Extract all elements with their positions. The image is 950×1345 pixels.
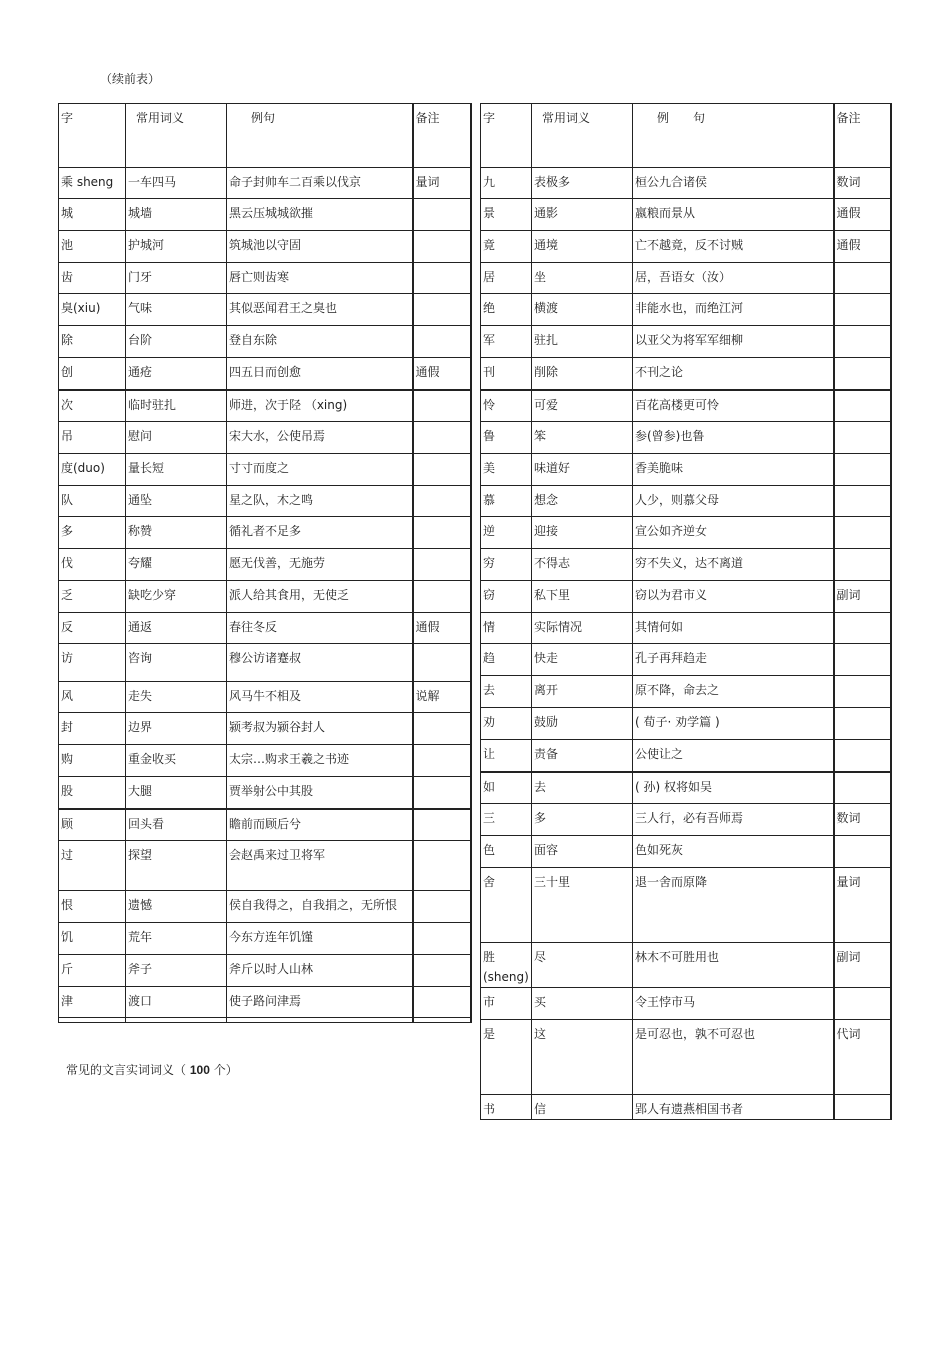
table-row — [481, 868, 891, 943]
note-cell: 通假 — [834, 231, 891, 263]
note-cell — [834, 326, 891, 358]
char-cell: 胜(sheng) — [481, 943, 532, 988]
example-cell: 郢人有遗燕相国书者 — [633, 1095, 834, 1120]
footer-count: 100 — [189, 1063, 210, 1077]
footer-unit: 个） — [213, 1063, 238, 1077]
example-cell: 林木不可胜用也 — [633, 943, 834, 988]
note-cell — [413, 199, 471, 231]
table-row — [481, 422, 891, 454]
char-cell: 津 — [59, 987, 126, 1018]
note-cell: 通假 — [834, 199, 891, 231]
note-cell: 通假 — [413, 613, 471, 644]
example-cell: 风马牛不相及 — [227, 682, 413, 713]
table-row — [481, 263, 891, 294]
meaning-cell: 通坠 — [126, 486, 227, 517]
table-row — [481, 358, 891, 390]
footer-note — [66, 1061, 238, 1078]
char-cell: 斤 — [59, 955, 126, 987]
meaning-cell: 大腿 — [126, 777, 227, 809]
example-cell: 今东方连年饥馑 — [227, 923, 413, 955]
table-row — [481, 486, 891, 517]
char-cell: 池 — [59, 231, 126, 263]
meaning-cell: 尽 — [532, 943, 633, 988]
example-cell: 使子路问津焉 — [227, 987, 413, 1018]
example-cell: 命子封帅车二百乘以伐京 — [227, 168, 413, 199]
meaning-cell: 斧子 — [126, 955, 227, 987]
char-cell: 情 — [481, 613, 532, 644]
table-row — [481, 644, 891, 676]
table-row — [59, 549, 471, 581]
note-cell — [834, 740, 891, 772]
meaning-cell: 护城河 — [126, 231, 227, 263]
meaning-cell: 多 — [532, 804, 633, 836]
note-cell — [834, 1095, 891, 1120]
char-cell: 臭(xiu) — [59, 294, 126, 326]
table-row — [481, 943, 891, 988]
char-cell: 顾 — [59, 809, 126, 841]
char-cell: 书 — [481, 1095, 532, 1120]
char-cell: 劝 — [481, 708, 532, 740]
meaning-cell: 通境 — [532, 231, 633, 263]
char-cell: 舍 — [481, 868, 532, 943]
meaning-cell: 责备 — [532, 740, 633, 772]
meaning-cell: 笨 — [532, 422, 633, 454]
table-row — [481, 676, 891, 708]
table-row — [59, 358, 471, 390]
meaning-cell: 慰问 — [126, 422, 227, 454]
char-cell: 创 — [59, 358, 126, 390]
table-row — [481, 988, 891, 1020]
meaning-cell: 临时驻扎 — [126, 390, 227, 422]
char-cell: 美 — [481, 454, 532, 486]
table-row — [481, 549, 891, 581]
table-row — [59, 326, 471, 358]
table-row — [59, 923, 471, 955]
char-cell: 绝 — [481, 294, 532, 326]
column-header: 例 句 — [633, 104, 834, 168]
example-cell: 以亚父为将军军细柳 — [633, 326, 834, 358]
meaning-cell: 通返 — [126, 613, 227, 644]
column-header: 字 — [481, 104, 532, 168]
example-cell: 星之队，木之鸣 — [227, 486, 413, 517]
char-cell: 军 — [481, 326, 532, 358]
char-cell: 饥 — [59, 923, 126, 955]
example-cell: 令王悖市马 — [633, 988, 834, 1020]
note-cell — [413, 644, 471, 682]
meaning-cell: 面容 — [532, 836, 633, 868]
note-cell — [413, 454, 471, 486]
meaning-cell: 表极多 — [532, 168, 633, 199]
table-row — [481, 581, 891, 613]
note-cell — [834, 772, 891, 804]
left-vocabulary-table — [58, 103, 472, 1023]
char-cell: 市 — [481, 988, 532, 1020]
table-caption: （续前表） — [100, 72, 161, 86]
table-row — [481, 390, 891, 422]
char-cell: 恨 — [59, 891, 126, 923]
char-cell: 风 — [59, 682, 126, 713]
note-cell — [834, 358, 891, 390]
note-cell — [834, 676, 891, 708]
example-cell: 宣公如齐逆女 — [633, 517, 834, 549]
note-cell — [413, 1018, 471, 1023]
char-cell: 次 — [59, 390, 126, 422]
table-row — [481, 454, 891, 486]
char-cell: 购 — [59, 745, 126, 777]
note-cell — [834, 708, 891, 740]
meaning-cell: 信 — [532, 1095, 633, 1120]
footer-text: 常见的文言实词词义（ — [66, 1063, 187, 1077]
note-cell: 数词 — [834, 168, 891, 199]
column-header: 常用词义 — [532, 104, 633, 168]
note-cell: 说解 — [413, 682, 471, 713]
meaning-cell: 想念 — [532, 486, 633, 517]
example-cell: 桓公九合诸侯 — [633, 168, 834, 199]
example-cell: 斧斤以时人山林 — [227, 955, 413, 987]
table-row — [481, 1095, 891, 1120]
example-cell: 公使让之 — [633, 740, 834, 772]
table-row — [59, 454, 471, 486]
example-cell: 循礼者不足多 — [227, 517, 413, 549]
char-cell: 刊 — [481, 358, 532, 390]
example-cell: 颍考叔为颍谷封人 — [227, 713, 413, 745]
example-cell: 唇亡则齿寒 — [227, 263, 413, 294]
char-cell: 鲁 — [481, 422, 532, 454]
char-cell: 竟 — [481, 231, 532, 263]
example-cell: 登自东除 — [227, 326, 413, 358]
note-cell — [413, 263, 471, 294]
table-row — [59, 486, 471, 517]
table-row — [481, 517, 891, 549]
note-cell — [413, 549, 471, 581]
char-cell: 趋 — [481, 644, 532, 676]
note-cell — [413, 891, 471, 923]
meaning-cell: 削除 — [532, 358, 633, 390]
meaning-cell: 迎接 — [532, 517, 633, 549]
table-row — [59, 613, 471, 644]
example-cell: 其情何如 — [633, 613, 834, 644]
example-cell: 是可忍也，孰不可忍也 — [633, 1020, 834, 1095]
char-cell: 慕 — [481, 486, 532, 517]
table-row — [481, 772, 891, 804]
char-cell: 除 — [59, 326, 126, 358]
column-header: 字 — [59, 104, 126, 168]
table-row — [59, 955, 471, 987]
meaning-cell: 坐 — [532, 263, 633, 294]
table-row — [481, 613, 891, 644]
table-row — [59, 682, 471, 713]
table-row — [481, 1020, 891, 1095]
table-row — [59, 422, 471, 454]
example-cell: 色如死灰 — [633, 836, 834, 868]
note-cell — [413, 294, 471, 326]
note-cell — [834, 422, 891, 454]
char-cell: 色 — [481, 836, 532, 868]
meaning-cell: 鼓励 — [532, 708, 633, 740]
note-cell — [413, 713, 471, 745]
example-cell: 筑城池以守固 — [227, 231, 413, 263]
meaning-cell: 荒年 — [126, 923, 227, 955]
meaning-cell: 去 — [532, 772, 633, 804]
note-cell — [413, 517, 471, 549]
char-cell: 居 — [481, 263, 532, 294]
note-cell: 副词 — [834, 943, 891, 988]
example-cell: 穆公访诸蹇叔 — [227, 644, 413, 682]
example-cell: ( 荀子· 劝学篇 ) — [633, 708, 834, 740]
table-row — [481, 199, 891, 231]
example-cell: 四五日而创愈 — [227, 358, 413, 390]
table-row — [59, 294, 471, 326]
example-cell: 宋大水，公使吊焉 — [227, 422, 413, 454]
note-cell — [413, 581, 471, 613]
char-cell: 让 — [481, 740, 532, 772]
example-cell: 嬴粮而景从 — [633, 199, 834, 231]
table-row — [59, 517, 471, 549]
table-row — [481, 804, 891, 836]
char-cell: 逆 — [481, 517, 532, 549]
char-cell: 三 — [481, 804, 532, 836]
table-row — [481, 168, 891, 199]
meaning-cell: 探望 — [126, 841, 227, 891]
char-cell: 乘 sheng — [59, 168, 126, 199]
example-cell: 退一舍而原降 — [633, 868, 834, 943]
meaning-cell: 不得志 — [532, 549, 633, 581]
meaning-cell: 走失 — [126, 682, 227, 713]
meaning-cell: 回头看 — [126, 809, 227, 841]
note-cell — [834, 454, 891, 486]
meaning-cell: 气味 — [126, 294, 227, 326]
note-cell — [834, 988, 891, 1020]
example-cell: 愿无伐善，无施劳 — [227, 549, 413, 581]
char-cell: 景 — [481, 199, 532, 231]
char-cell: 封 — [59, 713, 126, 745]
note-cell: 量词 — [413, 168, 471, 199]
table-row — [59, 644, 471, 682]
example-cell: 百花高楼更可怜 — [633, 390, 834, 422]
example-cell: 会赵禹来过卫将军 — [227, 841, 413, 891]
char-cell: 如 — [481, 772, 532, 804]
table-row — [59, 231, 471, 263]
table-row — [59, 777, 471, 809]
meaning-cell: 通影 — [532, 199, 633, 231]
note-cell — [413, 326, 471, 358]
meaning-cell: 重金收买 — [126, 745, 227, 777]
meaning-cell: 边界 — [126, 713, 227, 745]
table-row — [59, 745, 471, 777]
column-header: 例句 — [227, 104, 413, 168]
note-cell — [413, 841, 471, 891]
meaning-cell: 味道好 — [532, 454, 633, 486]
example-cell: 香美脆味 — [633, 454, 834, 486]
note-cell — [834, 486, 891, 517]
note-cell: 通假 — [413, 358, 471, 390]
note-cell — [413, 745, 471, 777]
table-row — [59, 809, 471, 841]
table-row — [59, 390, 471, 422]
char-cell: 穷 — [481, 549, 532, 581]
example-cell: 师进，次于陉 （xing) — [227, 390, 413, 422]
note-cell — [834, 294, 891, 326]
meaning-cell: 台阶 — [126, 326, 227, 358]
char-cell: 乏 — [59, 581, 126, 613]
note-cell — [413, 809, 471, 841]
example-cell: 穷不失义，达不离道 — [633, 549, 834, 581]
table-row — [59, 987, 471, 1018]
meaning-cell: 买 — [532, 988, 633, 1020]
char-cell: 怜 — [481, 390, 532, 422]
table-row — [481, 231, 891, 263]
table-row — [59, 713, 471, 745]
example-cell: 孔子再拜趋走 — [633, 644, 834, 676]
char-cell: 窃 — [481, 581, 532, 613]
table-row — [481, 740, 891, 772]
meaning-cell: 快走 — [532, 644, 633, 676]
meaning-cell: 咨询 — [126, 644, 227, 682]
note-cell — [413, 923, 471, 955]
note-cell — [413, 390, 471, 422]
table-row — [59, 263, 471, 294]
table-row — [481, 294, 891, 326]
meaning-cell: 夸耀 — [126, 549, 227, 581]
example-cell: 窃以为君市义 — [633, 581, 834, 613]
meaning-cell: 离开 — [532, 676, 633, 708]
note-cell: 量词 — [834, 868, 891, 943]
example-cell: 太宗…购求王羲之书迹 — [227, 745, 413, 777]
note-cell: 代词 — [834, 1020, 891, 1095]
char-cell: 反 — [59, 613, 126, 644]
char-cell: 度(duo) — [59, 454, 126, 486]
note-cell — [413, 231, 471, 263]
note-cell — [413, 987, 471, 1018]
note-cell — [413, 422, 471, 454]
right-header-row — [481, 104, 891, 168]
meaning-cell: 渡口 — [126, 987, 227, 1018]
note-cell — [834, 613, 891, 644]
note-cell — [413, 955, 471, 987]
note-cell — [834, 390, 891, 422]
left-header-row — [59, 104, 471, 168]
example-cell: 其似恶闻君王之臭也 — [227, 294, 413, 326]
meaning-cell: 量长短 — [126, 454, 227, 486]
meaning-cell: 可爱 — [532, 390, 633, 422]
example-cell: 亡不越竟，反不讨贼 — [633, 231, 834, 263]
column-header: 常用词义 — [126, 104, 227, 168]
example-cell — [227, 1018, 413, 1023]
meaning-cell: 实际情况 — [532, 613, 633, 644]
char-cell: 城 — [59, 199, 126, 231]
meaning-cell: 门牙 — [126, 263, 227, 294]
meaning-cell: 驻扎 — [532, 326, 633, 358]
char-cell: 过 — [59, 841, 126, 891]
note-cell — [834, 836, 891, 868]
table-row — [481, 836, 891, 868]
example-cell: 寸寸而度之 — [227, 454, 413, 486]
char-cell: 九 — [481, 168, 532, 199]
right-vocabulary-table — [480, 103, 892, 1120]
example-cell: 非能水也，而绝江河 — [633, 294, 834, 326]
column-header: 备注 — [413, 104, 471, 168]
example-cell: 不刊之论 — [633, 358, 834, 390]
note-cell — [413, 777, 471, 809]
note-cell — [834, 263, 891, 294]
example-cell: 三人行，必有吾师焉 — [633, 804, 834, 836]
meaning-cell: 三十里 — [532, 868, 633, 943]
meaning-cell — [126, 1018, 227, 1023]
char-cell: 股 — [59, 777, 126, 809]
note-cell: 数词 — [834, 804, 891, 836]
char-cell: 吊 — [59, 422, 126, 454]
example-cell: 参(曾参)也鲁 — [633, 422, 834, 454]
example-cell: 派人给其食用，无使乏 — [227, 581, 413, 613]
meaning-cell: 这 — [532, 1020, 633, 1095]
meaning-cell: 缺吃少穿 — [126, 581, 227, 613]
example-cell: 瞻前而顾后兮 — [227, 809, 413, 841]
example-cell: 春往冬反 — [227, 613, 413, 644]
example-cell: 黑云压城城欲摧 — [227, 199, 413, 231]
example-cell: 侯自我得之，自我捐之，无所恨 — [227, 891, 413, 923]
table-row — [59, 891, 471, 923]
char-cell: 访 — [59, 644, 126, 682]
meaning-cell: 城墙 — [126, 199, 227, 231]
meaning-cell: 遗憾 — [126, 891, 227, 923]
note-cell — [834, 549, 891, 581]
meaning-cell: 一车四马 — [126, 168, 227, 199]
example-cell: 贾举射公中其股 — [227, 777, 413, 809]
table-row — [59, 841, 471, 891]
char-cell — [59, 1018, 126, 1023]
meaning-cell: 通疮 — [126, 358, 227, 390]
table-row — [59, 168, 471, 199]
meaning-cell: 私下里 — [532, 581, 633, 613]
note-cell — [834, 517, 891, 549]
note-cell: 副词 — [834, 581, 891, 613]
table-row — [59, 199, 471, 231]
char-cell: 齿 — [59, 263, 126, 294]
example-cell: 居，吾语女（汝） — [633, 263, 834, 294]
table-row — [481, 326, 891, 358]
char-cell: 队 — [59, 486, 126, 517]
char-cell: 去 — [481, 676, 532, 708]
note-cell — [834, 644, 891, 676]
meaning-cell: 称赞 — [126, 517, 227, 549]
example-cell: ( 孙) 权将如吴 — [633, 772, 834, 804]
example-cell: 原不降，命去之 — [633, 676, 834, 708]
char-cell: 多 — [59, 517, 126, 549]
note-cell — [413, 486, 471, 517]
table-row — [59, 1018, 471, 1023]
table-row — [481, 708, 891, 740]
example-cell: 人少，则慕父母 — [633, 486, 834, 517]
meaning-cell: 横渡 — [532, 294, 633, 326]
table-row — [59, 581, 471, 613]
column-header: 备注 — [834, 104, 891, 168]
char-cell: 是 — [481, 1020, 532, 1095]
char-cell: 伐 — [59, 549, 126, 581]
